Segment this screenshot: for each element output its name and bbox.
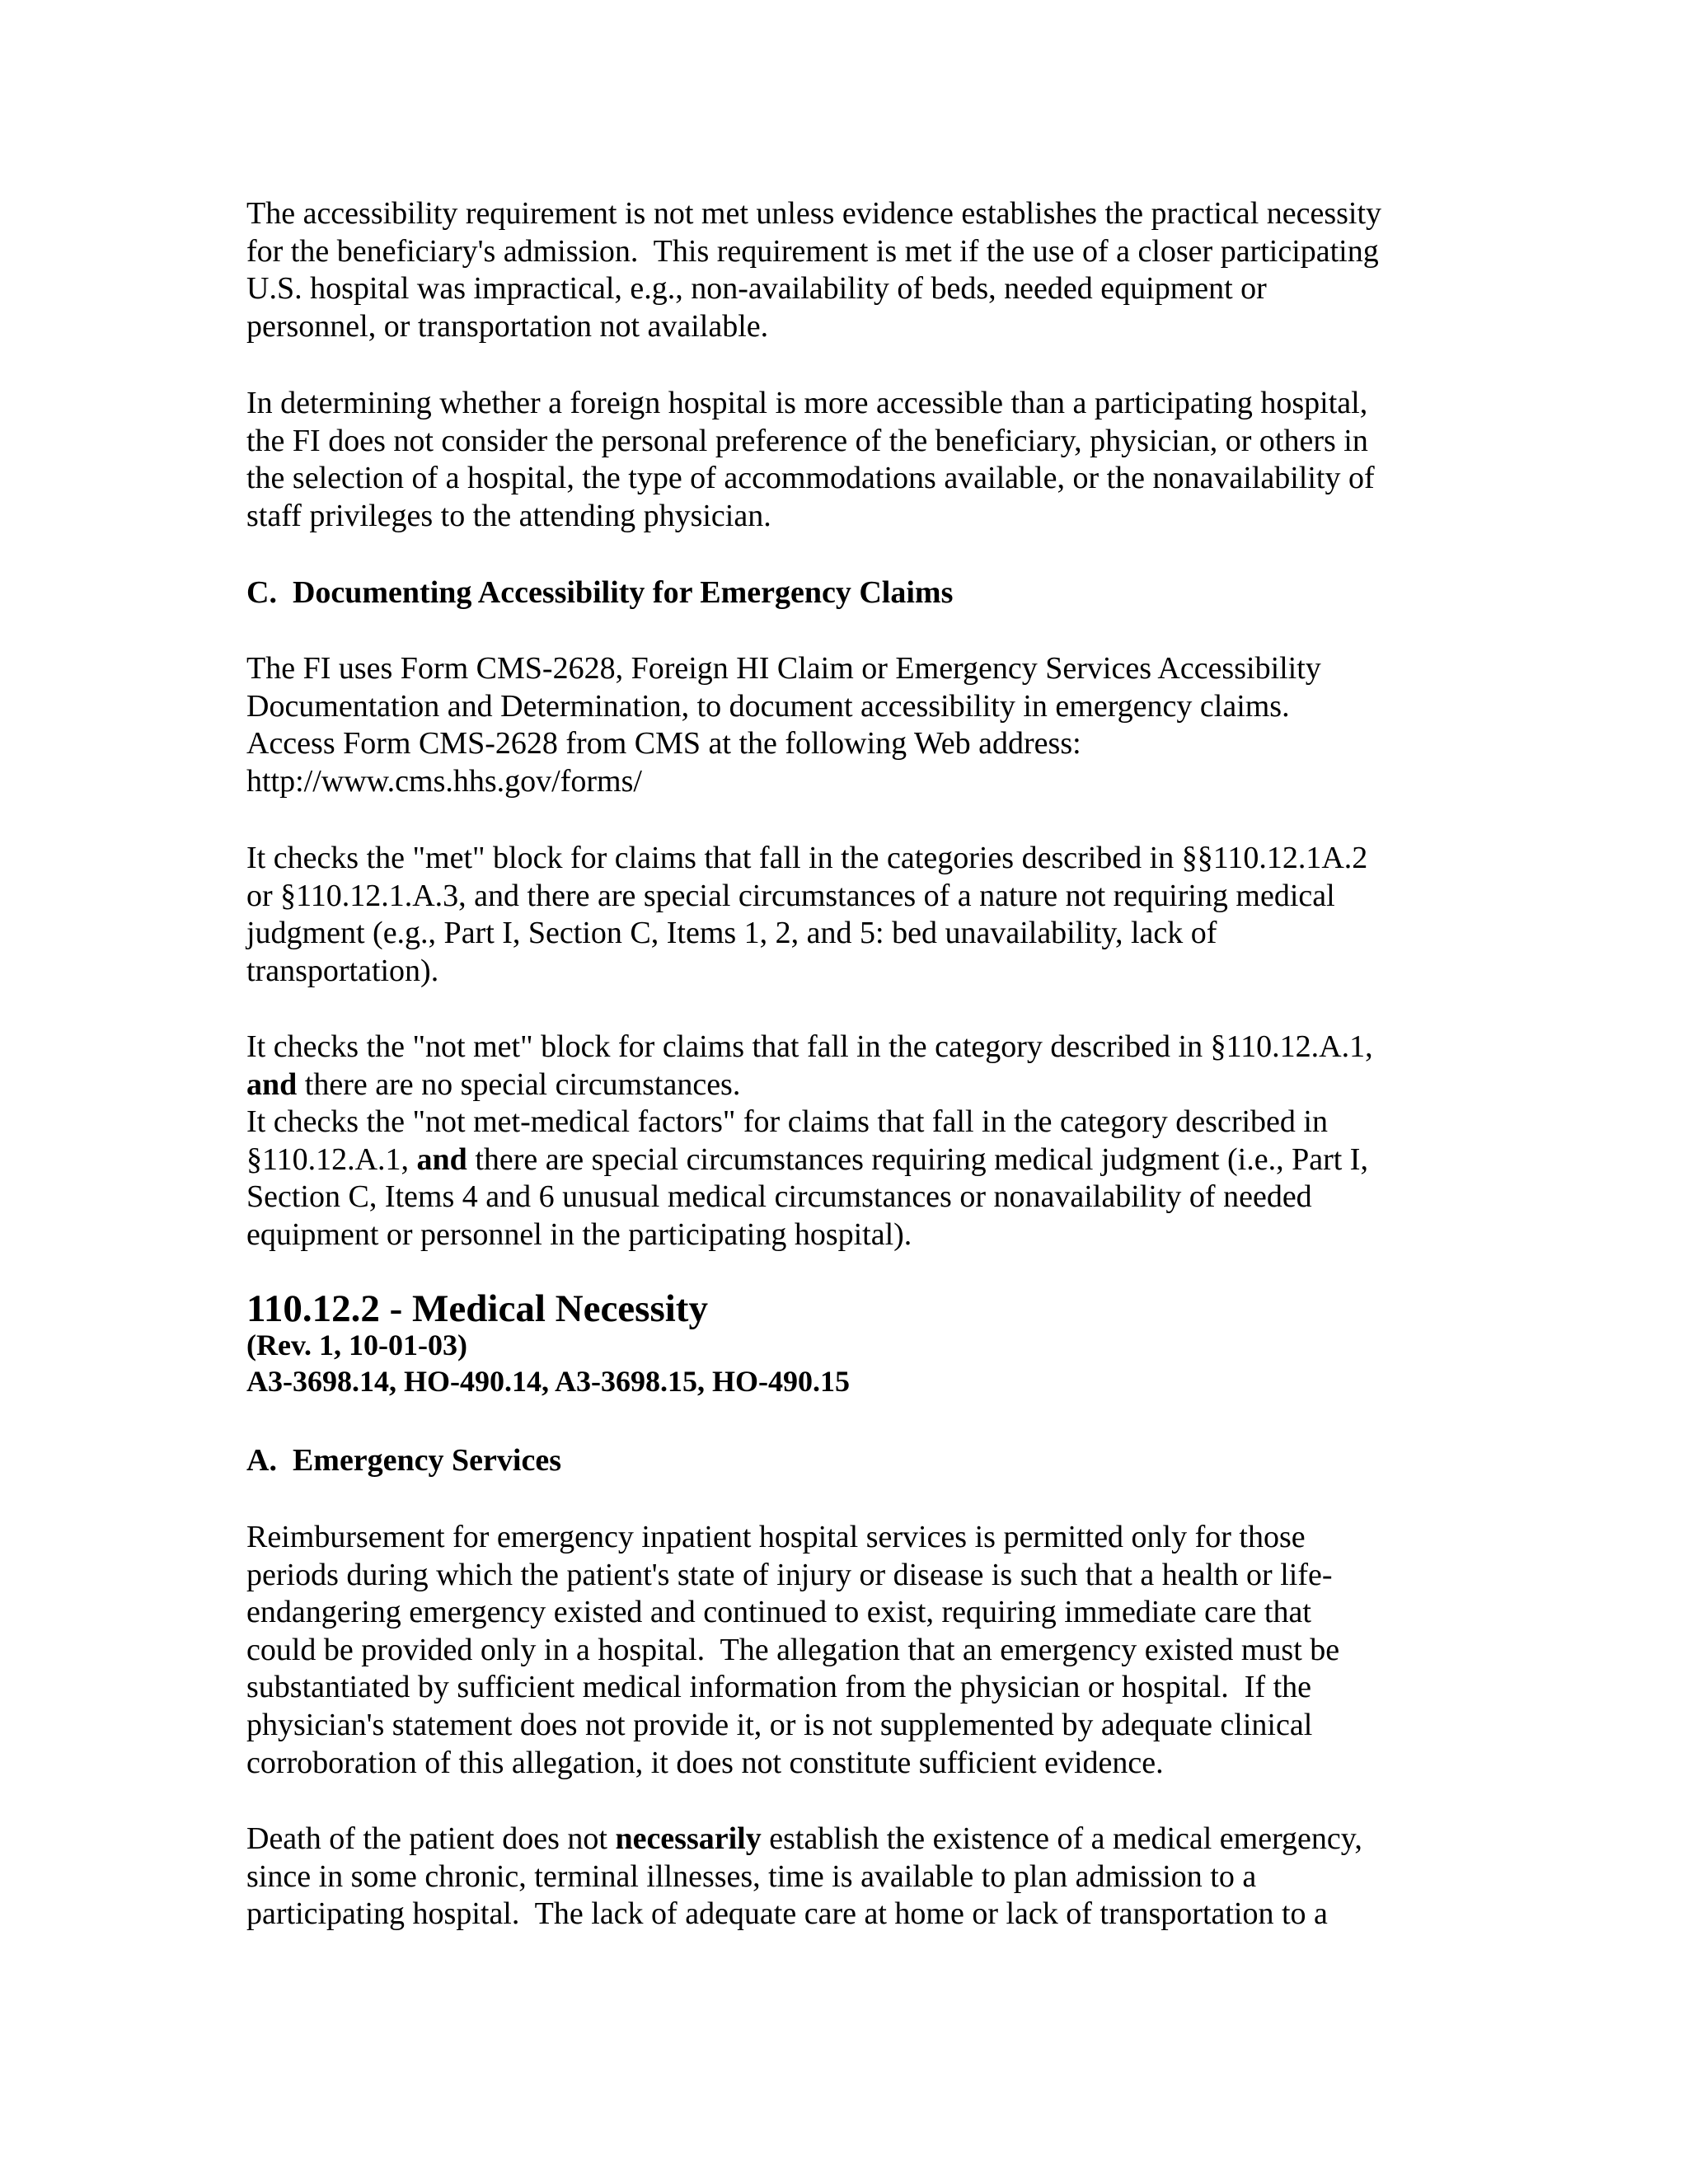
paragraph-accessibility-requirement [246, 195, 1458, 345]
text-line: could be provided only in a hospital. The allegation that an emergency existed must be [246, 1632, 1340, 1667]
subheading-emergency-services: A. Emergency Services [246, 1443, 561, 1478]
subheading-documenting-accessibility: C. Documenting Accessibility for Emergency Claims [246, 575, 954, 610]
text-line: Documentation and Determination, to document accessibility in emergency claims. [246, 688, 1290, 724]
emphasis-necessarily: necessarily [615, 1821, 762, 1856]
text-line: endangering emergency existed and continued to exist, requiring immediate care that [246, 1595, 1311, 1630]
text-fragment: establish the existence of a medical emergency, [761, 1821, 1362, 1856]
paragraph-not-met-block [246, 1029, 1458, 1254]
text-fragment: there are special circumstances requiring medical judgment (i.e., Part I, [467, 1141, 1368, 1177]
section-title-medical-necessity: 110.12.2 - Medical Necessity [246, 1287, 708, 1330]
text-line: transportation). [246, 953, 439, 988]
text-line: It checks the "not met-medical factors" for claims that fall in the category described in [246, 1104, 1328, 1140]
text-line: It checks the "met" block for claims that fall in the categories described in §§110.12.1A.2 [246, 841, 1368, 875]
text-line: substantiated by sufficient medical information from the physician or hospital. If the [246, 1670, 1312, 1705]
text-fragment: there are no special circumstances. [297, 1066, 741, 1102]
forms-url: http://www.cms.hhs.gov/forms/ [246, 763, 642, 799]
text-line: the FI does not consider the personal preference of the beneficiary, physician, or others in [246, 423, 1368, 458]
manual-references: A3-3698.14, HO-490.14, A3-3698.15, HO-490.15 [246, 1365, 850, 1398]
text-line: equipment or personnel in the participating hospital). [246, 1216, 912, 1252]
text-line: Section C, Items 4 and 6 unusual medical circumstances or nonavailability of needed [246, 1179, 1312, 1215]
text-line: since in some chronic, terminal illnesses, time is available to plan admission to a [246, 1858, 1257, 1894]
paragraph-met-block [246, 840, 1458, 990]
text-line: physician's statement does not provide it, or is not supplemented by adequate clinical [246, 1707, 1313, 1742]
text-line: Reimbursement for emergency inpatient hospital services is permitted only for those [246, 1520, 1306, 1554]
paragraph-death-of-patient [246, 1821, 1458, 1933]
text-line: corroboration of this allegation, it does not constitute sufficient evidence. [246, 1745, 1164, 1780]
text-line: periods during which the patient's state of injury or disease is such that a health or life- [246, 1557, 1333, 1592]
text-line: for the beneficiary's admission. This requirement is met if the use of a closer participating [246, 233, 1379, 269]
paragraph-determining-accessibility [246, 385, 1458, 535]
paragraph-reimbursement-emergency [246, 1519, 1458, 1782]
text-line: The accessibility requirement is not met unless evidence establishes the practical necessity [246, 196, 1382, 231]
text-line: the selection of a hospital, the type of accommodations available, or the nonavailability of [246, 461, 1375, 496]
emphasis-and: and [416, 1141, 467, 1177]
text-line: U.S. hospital was impractical, e.g., non-availability of beds, needed equipment or [246, 271, 1267, 307]
revision-line: (Rev. 1, 10-01-03) [246, 1329, 467, 1361]
text-line: personnel, or transportation not available. [246, 308, 769, 344]
text-line: judgment (e.g., Part I, Section C, Items 1, 2, and 5: bed unavailability, lack of [246, 916, 1217, 951]
text-fragment: Death of the patient does not [246, 1821, 616, 1856]
text-line: or §110.12.1.A.3, and there are special circumstances of a nature not requiring medical [246, 878, 1335, 913]
emphasis-and: and [246, 1066, 298, 1102]
text-line: The FI uses Form CMS-2628, Foreign HI Claim or Emergency Services Accessibility [246, 651, 1321, 686]
text-line: participating hospital. The lack of adequate care at home or lack of transportation to a [246, 1896, 1328, 1932]
text-line: Access Form CMS-2628 from CMS at the following Web address: [246, 726, 1081, 762]
text-line: In determining whether a foreign hospital is more accessible than a participating hospital, [246, 386, 1368, 420]
text-line: staff privileges to the attending physician. [246, 498, 771, 533]
text-line: It checks the "not met" block for claims that fall in the category described in §110.12.A.1, [246, 1029, 1373, 1064]
paragraph-form-cms-2628 [246, 650, 1458, 800]
text-fragment: §110.12.A.1, [246, 1141, 417, 1177]
